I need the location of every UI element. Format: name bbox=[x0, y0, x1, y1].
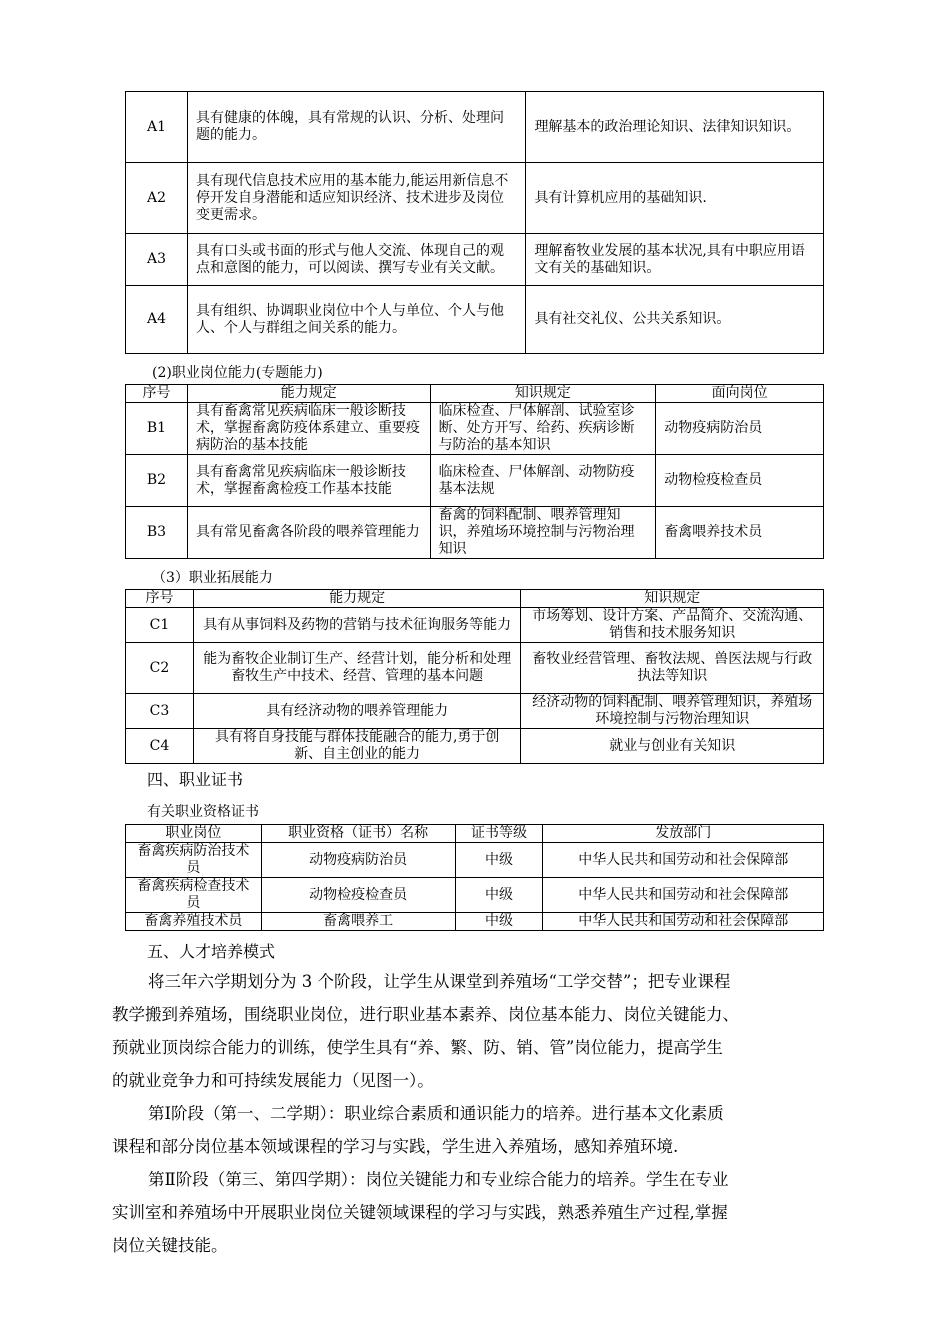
table-row bbox=[126, 163, 824, 234]
table-row bbox=[126, 286, 824, 354]
text-line: 第Ⅰ阶段（第一、二学期）：职业综合素质和通识能力的培养。进行基本文化素质 bbox=[148, 1104, 724, 1123]
knowledge-cell: 市场筹划、设计方案、产品简介、交流沟通、销售和技术服务知识 bbox=[521, 608, 824, 643]
table-header-row bbox=[126, 385, 824, 403]
ability-cell: 具有将自身技能与群体技能融合的能力,勇于创新、自主创业的能力 bbox=[193, 729, 521, 764]
post-cell: 畜禽疾病检查技术员 bbox=[126, 878, 262, 913]
ability-cell: 具有经济动物的喂养管理能力 bbox=[193, 694, 521, 729]
cert-cell: 畜禽喂养工 bbox=[261, 913, 455, 931]
text-line: 实训室和养殖场中开展职业岗位关键领域课程的学习与实践，熟悉养殖生产过程,掌握 bbox=[112, 1203, 728, 1222]
knowledge-cell: 具有社交礼仪、公共关系知识。 bbox=[526, 286, 824, 354]
row-id: B1 bbox=[126, 403, 188, 455]
post-cell: 畜禽疾病防治技术员 bbox=[126, 843, 262, 878]
text-line: 岗位关键技能。 bbox=[112, 1236, 228, 1255]
ability-cell: 具有组织、协调职业岗位中个人与单位、个人与他人、个人与群组之间关系的能力。 bbox=[187, 286, 525, 354]
knowledge-cell: 临床检查、尸体解剖、试验室诊断、处方开写、给药、疾病诊断与防治的基本知识 bbox=[430, 403, 656, 455]
row-id: C1 bbox=[126, 608, 194, 643]
table-a bbox=[125, 91, 824, 354]
row-id: A2 bbox=[126, 163, 188, 234]
issuer-cell: 中华人民共和国劳动和社会保障部 bbox=[543, 913, 824, 931]
post-cell: 动物检疫检查员 bbox=[656, 455, 824, 507]
knowledge-cell: 理解畜牧业发展的基本状况,具有中职应用语文有关的基础知识。 bbox=[526, 234, 824, 286]
ability-cell: 具有从事饲料及药物的营销与技术征询服务等能力 bbox=[193, 608, 521, 643]
paragraph-stage-1 bbox=[112, 1097, 840, 1163]
knowledge-cell: 具有计算机应用的基础知识. bbox=[526, 163, 824, 234]
table-row bbox=[126, 507, 824, 559]
ability-cell: 具有畜禽常见疾病临床一般诊断技术，掌握畜禽防疫体系建立、重要疫病防治的基本技能 bbox=[187, 403, 430, 455]
row-id: B3 bbox=[126, 507, 188, 559]
column-header: 发放部门 bbox=[543, 825, 824, 843]
table-header-row bbox=[126, 590, 824, 608]
issuer-cell: 中华人民共和国劳动和社会保障部 bbox=[543, 878, 824, 913]
cert-cell: 动物检疫检查员 bbox=[261, 878, 455, 913]
text-line: 第Ⅱ阶段（第三、第四学期）：岗位关键能力和专业综合能力的培养。学生在专业 bbox=[148, 1170, 729, 1189]
knowledge-cell: 理解基本的政治理论知识、法律知识知识。 bbox=[526, 92, 824, 163]
row-id: B2 bbox=[126, 455, 188, 507]
table-row bbox=[126, 643, 824, 694]
table-row bbox=[126, 403, 824, 455]
level-cell: 中级 bbox=[455, 878, 543, 913]
cert-cell: 动物疫病防治员 bbox=[261, 843, 455, 878]
section-c-title: （3）职业拓展能力 bbox=[152, 570, 273, 586]
table-row bbox=[126, 843, 824, 878]
table-c bbox=[125, 589, 824, 764]
row-id: C3 bbox=[126, 694, 194, 729]
level-cell: 中级 bbox=[455, 843, 543, 878]
column-header: 知识规定 bbox=[430, 385, 656, 403]
paragraph-stage-2 bbox=[112, 1163, 840, 1262]
ability-cell: 具有畜禽常见疾病临床一般诊断技术，掌握畜禽检疫工作基本技能 bbox=[187, 455, 430, 507]
column-header: 序号 bbox=[126, 385, 188, 403]
text-line: 的就业竞争力和可持续发展能力（见图一）。 bbox=[112, 1071, 434, 1090]
post-cell: 畜禽养殖技术员 bbox=[126, 913, 262, 931]
ability-cell: 具有常见畜禽各阶段的喂养管理能力 bbox=[187, 507, 430, 559]
table-row bbox=[126, 694, 824, 729]
text-line: 课程和部分岗位基本领域课程的学习与实践，学生进入养殖场，感知养殖环境. bbox=[112, 1137, 679, 1156]
row-id: A1 bbox=[126, 92, 188, 163]
section-4-subtitle: 有关职业资格证书 bbox=[147, 804, 259, 820]
table-row bbox=[126, 234, 824, 286]
ability-cell: 具有现代信息技术应用的基本能力,能运用新信息不停开发自身潜能和适应知识经济、技术进步及岗位变更需求。 bbox=[187, 163, 525, 234]
paragraph-training-mode bbox=[112, 965, 840, 1097]
section-4-heading: 四、职业证书 bbox=[147, 770, 244, 789]
text-line: 教学搬到养殖场，围绕职业岗位，进行职业基本素养、岗位基本能力、岗位关键能力、 bbox=[112, 1005, 739, 1024]
row-id: A3 bbox=[126, 234, 188, 286]
level-cell: 中级 bbox=[455, 913, 543, 931]
table-row bbox=[126, 729, 824, 764]
column-header: 职业资格（证书）名称 bbox=[261, 825, 455, 843]
table-row bbox=[126, 455, 824, 507]
section-b-title: (2)职业岗位能力(专题能力) bbox=[152, 365, 323, 381]
ability-cell: 具有健康的体魄，具有常规的认识、分析、处理问题的能力。 bbox=[187, 92, 525, 163]
column-header: 面向岗位 bbox=[656, 385, 824, 403]
column-header: 能力规定 bbox=[193, 590, 521, 608]
table-certificates bbox=[125, 824, 824, 931]
section-5-heading: 五、人才培养模式 bbox=[147, 942, 276, 961]
knowledge-cell: 畜牧业经营管理、畜牧法规、兽医法规与行政执法等知识 bbox=[521, 643, 824, 694]
column-header: 职业岗位 bbox=[126, 825, 262, 843]
table-row bbox=[126, 608, 824, 643]
ability-cell: 具有口头或书面的形式与他人交流、体现自己的观点和意图的能力，可以阅读、撰写专业有关文献。 bbox=[187, 234, 525, 286]
issuer-cell: 中华人民共和国劳动和社会保障部 bbox=[543, 843, 824, 878]
row-id: C4 bbox=[126, 729, 194, 764]
ability-cell: 能为畜牧企业制订生产、经营计划，能分析和处理畜牧生产中技术、经营、管理的基本问题 bbox=[193, 643, 521, 694]
row-id: C2 bbox=[126, 643, 194, 694]
column-header: 序号 bbox=[126, 590, 194, 608]
text-line: 预就业顶岗综合能力的训练，使学生具有“养、繁、防、销、管”岗位能力，提高学生 bbox=[112, 1038, 723, 1057]
knowledge-cell: 就业与创业有关知识 bbox=[521, 729, 824, 764]
knowledge-cell: 经济动物的饲料配制、喂养管理知识，养殖场环境控制与污物治理知识 bbox=[521, 694, 824, 729]
text-line: 将三年六学期划分为 3 个阶段，让学生从课堂到养殖场“工学交替”；把专业课程 bbox=[148, 972, 731, 991]
column-header: 证书等级 bbox=[455, 825, 543, 843]
table-row bbox=[126, 878, 824, 913]
knowledge-cell: 畜禽的饲料配制、喂养管理知识，养殖场环境控制与污物治理知识 bbox=[430, 507, 656, 559]
knowledge-cell: 临床检查、尸体解剖、动物防疫基本法规 bbox=[430, 455, 656, 507]
row-id: A4 bbox=[126, 286, 188, 354]
table-b bbox=[125, 384, 824, 559]
post-cell: 畜禽喂养技术员 bbox=[656, 507, 824, 559]
table-row bbox=[126, 913, 824, 931]
column-header: 能力规定 bbox=[187, 385, 430, 403]
table-header-row bbox=[126, 825, 824, 843]
column-header: 知识规定 bbox=[521, 590, 824, 608]
table-row bbox=[126, 92, 824, 163]
post-cell: 动物疫病防治员 bbox=[656, 403, 824, 455]
